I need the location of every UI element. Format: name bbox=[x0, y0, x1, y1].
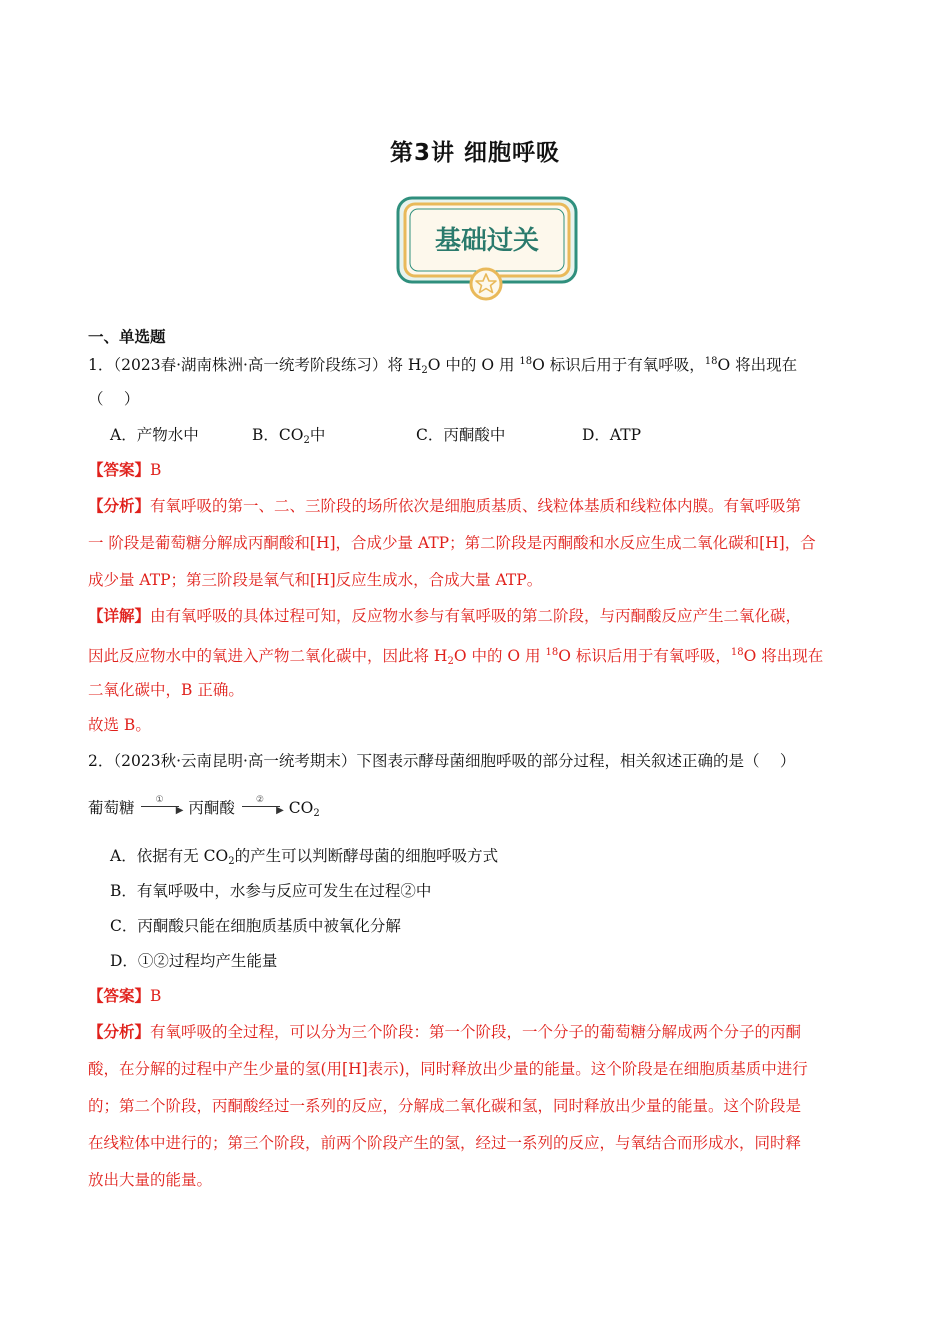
badge-label: 基础过关 bbox=[434, 226, 540, 256]
q1-answer: 【答案】B bbox=[88, 460, 162, 479]
q2-analysis-line-1: 【分析】有氧呼吸的全过程，可以分为三个阶段：第一个阶段，一个分子的葡萄糖分解成两个分子的丙酮 bbox=[88, 1022, 802, 1041]
q2-diagram bbox=[88, 795, 320, 824]
q2-stem: 2．（2023秋·云南昆明·高一统考期末）下图表示酵母菌细胞呼吸的部分过程，相关叙述正确的是（ ） bbox=[88, 752, 796, 770]
q2-source: （2023秋·云南昆明·高一统考期末） bbox=[113, 752, 357, 770]
q1-analysis-line-3: 成少量 ATP；第三阶段是氧气和[H]反应生成水，合成大量 ATP。 bbox=[88, 571, 543, 589]
q2-analysis-line-3: 的；第二个阶段，丙酮酸经过一系列的反应，分解成二氧化碳和氢，同时释放出少量的能量。这个阶段是 bbox=[88, 1097, 802, 1115]
q2-option-b[interactable]: B．有氧呼吸中，水参与反应可发生在过程②中 bbox=[110, 882, 432, 900]
q1-detail-line-3: 二氧化碳中，B 正确。 bbox=[88, 681, 244, 699]
badge-graphic bbox=[394, 194, 580, 302]
q1-analysis-line-2: 一 阶段是葡萄糖分解成丙酮酸和[H]，合成少量 ATP；第二阶段是丙酮酸和水反应生成二氧化碳和[H]，合 bbox=[88, 534, 816, 552]
q1-option-a[interactable]: A．产物水中 bbox=[110, 426, 199, 444]
arrow-step-2-icon: ② ▶ bbox=[240, 798, 284, 818]
q1-option-b[interactable]: B．$CO_2$中 bbox=[252, 426, 326, 446]
section-badge bbox=[394, 194, 580, 302]
q2-analysis-line-4: 在线粒体中进行的；第三个阶段，前两个阶段产生的氢，经过一系列的反应，与氧结合而形成水，同时释 bbox=[88, 1134, 802, 1152]
q1-source: （2023春·湖南株洲·高一统考阶段练习） bbox=[113, 356, 388, 374]
q2-option-a[interactable]: A．依据有无 $CO_2$的产生可以判断酵母菌的细胞呼吸方式 bbox=[110, 847, 499, 867]
q2-analysis-line-5: 放出大量的能量。 bbox=[88, 1171, 213, 1189]
q2-number: 2． bbox=[88, 752, 114, 770]
section-heading: 一、单选题 bbox=[88, 327, 166, 346]
page-title: 第3讲 细胞呼吸 bbox=[389, 140, 560, 166]
q1-number: 1． bbox=[88, 356, 114, 374]
diagram-node-pyruvate: 丙酮酸 bbox=[188, 799, 235, 817]
q1-detail-line-1: 【详解】由有氧呼吸的具体过程可知，反应物水参与有氧呼吸的第二阶段，与丙酮酸反应产生二氧化碳， bbox=[88, 606, 802, 625]
diagram-node-glucose: 葡萄糖 bbox=[88, 799, 135, 817]
q1-options bbox=[110, 425, 641, 451]
q2-answer: 【答案】B bbox=[88, 986, 162, 1005]
q1-option-d[interactable]: D．ATP bbox=[582, 426, 642, 444]
q1-stem: 1．（2023春·湖南株洲·高一统考阶段练习）将 $H_2O$ 中的 O 用 $^{18}$O 标识后用于有氧呼吸，$^{18}$O 将出现在 bbox=[88, 356, 798, 376]
q2-option-d[interactable]: D．①②过程均产生能量 bbox=[110, 952, 278, 970]
q1-answer-paren: （ ） bbox=[88, 390, 140, 408]
q1-option-c[interactable]: C．丙酮酸中 bbox=[416, 426, 506, 444]
q2-analysis-line-2: 酸，在分解的过程中产生少量的氢(用[H]表示)，同时释放出少量的能量。这个阶段是在细胞质基质中进行 bbox=[88, 1060, 808, 1078]
arrow-step-1-icon: ① ▶ bbox=[139, 798, 183, 818]
diagram-node-co2: $CO_2$ bbox=[288, 799, 320, 819]
q1-detail-line-2: 因此反应物水中的氧进入产物二氧化碳中，因此将 $H_2O$ 中的 O 用 $^{18}$O 标识后用于有氧呼吸，$^{18}$O 将出现在 bbox=[88, 647, 824, 667]
q1-conclusion: 故选 B。 bbox=[88, 716, 151, 734]
q2-option-c[interactable]: C．丙酮酸只能在细胞质基质中被氧化分解 bbox=[110, 917, 401, 935]
q1-analysis-line-1: 【分析】有氧呼吸的第一、二、三阶段的场所依次是细胞质基质、线粒体基质和线粒体内膜。有氧呼吸第 bbox=[88, 496, 802, 515]
